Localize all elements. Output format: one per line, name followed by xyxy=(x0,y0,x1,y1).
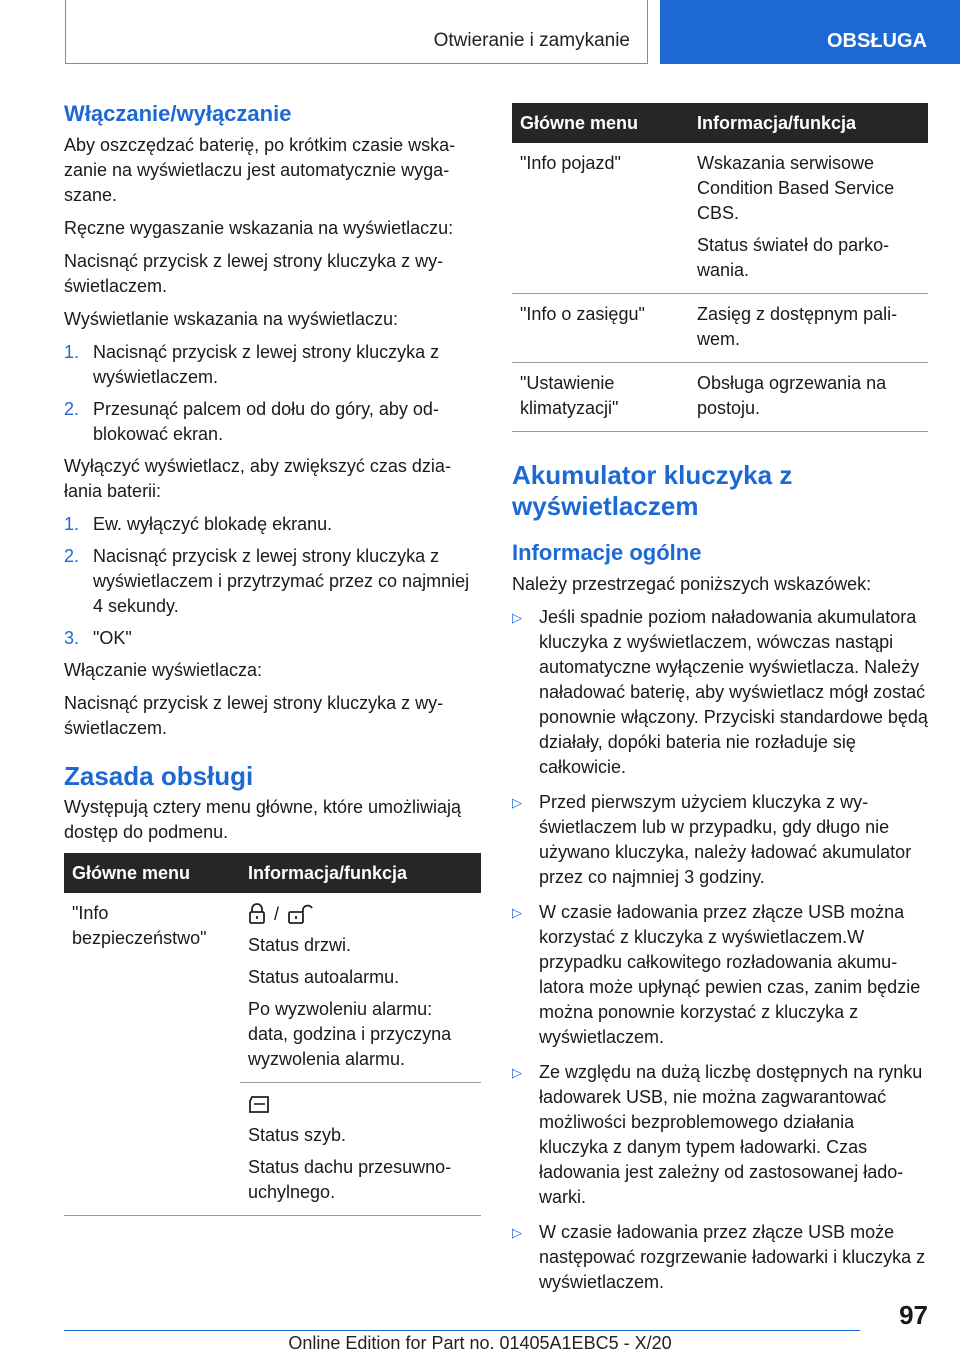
paragraph: Nacisnąć przycisk z lewej strony kluczyka z wyświetlaczem. xyxy=(64,250,444,296)
step-number: 2. xyxy=(64,398,80,419)
column-header: Informacja/funkcja xyxy=(689,103,928,143)
step-item xyxy=(64,512,481,537)
info-text: Wskazania serwisowe Condition Based Service CBS. xyxy=(697,153,895,223)
step-text: Ew. wyłączyć blokadę ekranu. xyxy=(93,513,333,534)
step-item xyxy=(64,626,481,651)
left-column xyxy=(64,100,481,1216)
step-item xyxy=(64,340,481,390)
info-text: Status świateł do parkowania. xyxy=(697,235,890,280)
page-number: 97 xyxy=(899,1300,928,1330)
step-text: "OK" xyxy=(93,627,132,648)
menu-cell xyxy=(512,363,689,432)
note-item xyxy=(512,1220,928,1295)
table-row xyxy=(512,294,928,363)
table-header-row xyxy=(64,853,481,893)
note-item xyxy=(512,605,928,780)
info-text: Zasięg z dostępnym paliwem. xyxy=(697,304,898,349)
menu-cell xyxy=(64,893,240,1216)
icon-separator: / xyxy=(274,903,280,924)
info-text: Obsługa ogrzewania na postoju. xyxy=(697,373,887,418)
triangle-marker-icon: ▷ xyxy=(512,1065,522,1081)
lock-icons-line xyxy=(248,901,473,927)
step-number: 1. xyxy=(64,513,80,534)
heading-on-off: Włączanie/wyłączanie xyxy=(64,101,292,126)
footer-divider xyxy=(64,1330,860,1331)
lock-open-icon xyxy=(287,903,313,925)
info-text: Status dachu przesuwno-uchylnego. xyxy=(248,1157,452,1203)
heading-general-info: Informacje ogólne xyxy=(512,540,702,566)
triangle-marker-icon: ▷ xyxy=(512,795,522,811)
info-cell xyxy=(240,893,481,1083)
paragraph: Aby oszczędzać baterię, po krótkim czasie wskazanie na wyświetlaczu jest automatycznie wygaszane. xyxy=(64,134,456,205)
menu-cell xyxy=(512,294,689,363)
column-header: Informacja/funkcja xyxy=(240,853,481,893)
step-text: Przesunąć palcem od dołu do góry, aby odblokować ekran. xyxy=(93,398,439,444)
heading-principle: Zasada obsługi xyxy=(64,760,254,791)
info-text: Status szyb. xyxy=(248,1125,347,1146)
paragraph: Wyłączyć wyświetlacz, aby zwiększyć czas działania baterii: xyxy=(64,455,451,501)
info-cell xyxy=(689,294,928,363)
note-text: W czasie ładowania przez złącze USB może następować rozgrzewanie ładowarki i kluczyka z wyświetlaczem. xyxy=(539,1221,926,1292)
table-row xyxy=(512,363,928,432)
info-cell xyxy=(689,363,928,432)
right-column xyxy=(512,100,928,1305)
menu-table-right xyxy=(512,103,928,432)
menu-name: "Ustawienie klimatyzacji" xyxy=(520,373,619,418)
steps-show-display xyxy=(64,340,481,447)
note-text: Jeśli spadnie poziom naładowania akumulatora kluczyka z wyświetlaczem, wówczas nastąpi automatyczne wyłączenie wyświetlacza. Należy naładować baterię, aby wyświetlacz mógł zostać ponownie włączony. Przyciski standardowe będą działały, dopóki bateria nie rozładuje się całkowicie. xyxy=(539,606,928,777)
step-number: 3. xyxy=(64,627,80,648)
window-icon-line xyxy=(248,1091,473,1117)
chapter-tab-label: OBSŁUGA xyxy=(827,30,927,52)
menu-name: "Info pojazd" xyxy=(520,153,621,173)
paragraph: Należy przestrzegać poniższych wskazówek: xyxy=(512,573,872,594)
step-number: 1. xyxy=(64,341,80,362)
triangle-marker-icon: ▷ xyxy=(512,1225,522,1241)
step-item xyxy=(64,544,481,619)
chapter-tab xyxy=(660,0,960,64)
table-row xyxy=(512,143,928,294)
note-text: W czasie ładowania przez złącze USB można korzystać z kluczyka z wyświetlaczem.W przypadku całkowitego rozładowania akumulatora może upłynąć pewien czas, zanim będzie można ponownie korzystać z kluczyka z wyświetlaczem. xyxy=(539,901,921,1047)
column-header: Główne menu xyxy=(64,853,240,893)
table-header-row xyxy=(512,103,928,143)
paragraph: Ręczne wygaszanie wskazania na wyświetlaczu: xyxy=(64,217,454,238)
step-text: Nacisnąć przycisk z lewej strony kluczyka z wyświetlaczem. xyxy=(93,341,440,387)
info-cell xyxy=(240,1083,481,1216)
info-cell xyxy=(689,143,928,294)
triangle-marker-icon: ▷ xyxy=(512,610,522,626)
step-item xyxy=(64,397,481,447)
info-text: Po wyzwoleniu alarmu: data, godzina i przyczyna wyzwolenia alarmu. xyxy=(248,999,452,1070)
triangle-marker-icon: ▷ xyxy=(512,905,522,921)
section-title: Otwieranie i zamykanie xyxy=(433,30,630,51)
paragraph: Wyświetlanie wskazania na wyświetlaczu: xyxy=(64,308,398,329)
table-row xyxy=(64,893,481,1083)
car-window-icon xyxy=(248,1093,272,1115)
menu-name: "Info bezpieczeństwo" xyxy=(72,903,207,949)
edition-note: Online Edition for Part no. 01405A1EBC5 - X/20 xyxy=(288,1333,672,1353)
info-text: Status drzwi. xyxy=(248,935,352,956)
steps-turn-off-display xyxy=(64,512,481,651)
menu-table-left xyxy=(64,853,481,1216)
step-number: 2. xyxy=(64,545,80,566)
paragraph: Nacisnąć przycisk z lewej strony kluczyka z wyświetlaczem. xyxy=(64,692,444,738)
paragraph: Włączanie wyświetlacza: xyxy=(64,659,263,680)
column-header: Główne menu xyxy=(512,103,689,143)
info-text: Status autoalarmu. xyxy=(248,967,400,988)
menu-name: "Info o zasięgu" xyxy=(520,304,645,324)
menu-cell xyxy=(512,143,689,294)
note-item xyxy=(512,1060,928,1210)
note-text: Ze względu na dużą liczbę dostępnych na rynku ładowarek USB, nie można zagwarantować możliwości bezproblemowego działania kluczyka z danym typem ładowarki. Czas ładowania jest zależny od zastosowanej ładowarki. xyxy=(539,1061,923,1207)
note-item xyxy=(512,900,928,1050)
lock-closed-icon xyxy=(248,903,266,925)
note-text: Przed pierwszym użyciem kluczyka z wyświetlaczem lub w przypadku, gdy długo nie używano kluczyka, należy ładować akumulator przez co najmniej 3 godziny. xyxy=(539,791,912,887)
note-item xyxy=(512,790,928,890)
heading-battery: Akumulator kluczyka z wyświetlaczem xyxy=(512,460,793,521)
notes-list xyxy=(512,605,928,1295)
paragraph: Występują cztery menu główne, które umożliwiają dostęp do podmenu. xyxy=(64,797,462,843)
step-text: Nacisnąć przycisk z lewej strony kluczyka z wyświetlaczem i przytrzymać przez co najmniej 4 sekundy. xyxy=(93,545,470,616)
